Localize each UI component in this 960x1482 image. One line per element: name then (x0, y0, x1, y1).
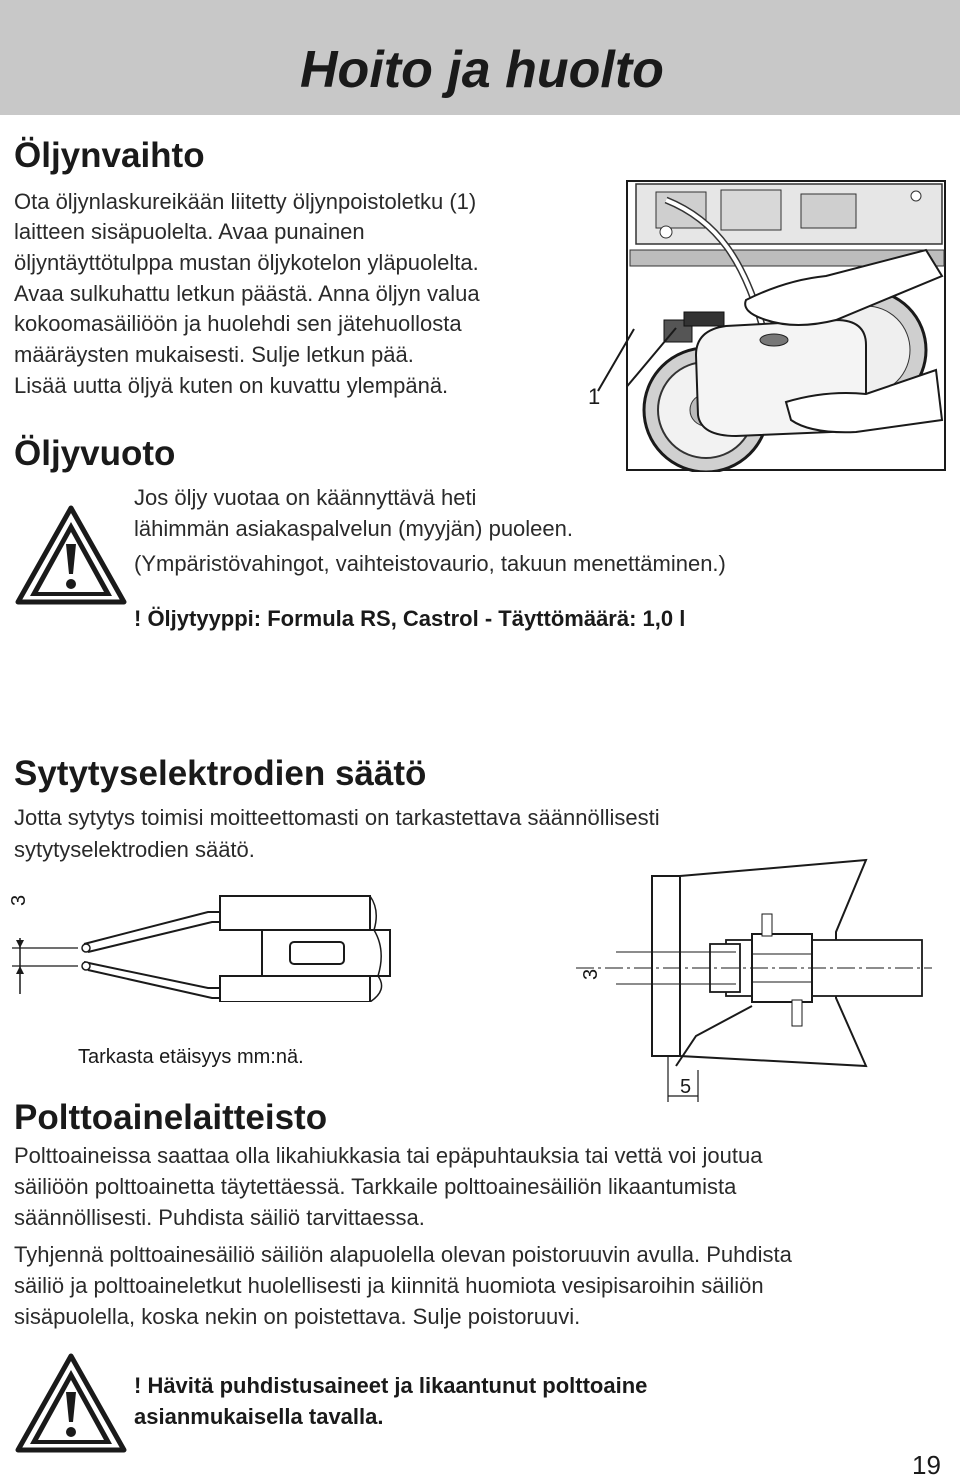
electrode-heading: Sytytyselektrodien säätö (14, 754, 427, 793)
fuel-warning-line: asianmukaisella tavalla. (134, 1404, 384, 1429)
oil-type-note: ! Öljytyyppi: Formula RS, Castrol - Täyttömäärä: 1,0 l (134, 606, 686, 631)
fuel-heading: Polttoainelaitteisto (14, 1098, 328, 1137)
oil-leak-line: Jos öljy vuotaa on käännyttävä heti (134, 485, 477, 510)
oil-change-line: määräysten mukaisesti. Sulje letkun pää. (14, 342, 414, 367)
oil-change-line: Ota öljynlaskureikään liitetty öljynpoistoletku (1) (14, 189, 477, 214)
warning-triangle-icon (14, 504, 128, 606)
oil-drain-illustration (626, 180, 948, 472)
fuel-para2-line: Tyhjennä polttoainesäiliö säiliön alapuolella olevan poistoruuvin avulla. Puhdista (14, 1242, 792, 1267)
oil-change-line: laitteen sisäpuolelta. Avaa punainen (14, 219, 365, 244)
fuel-warning-line: ! Hävitä puhdistusaineet ja likaantunut polttoaine (134, 1373, 648, 1398)
fuel-para1-line: Polttoaineissa saattaa olla likahiukkasia tai epäpuhtauksia tai vettä voi joutua (14, 1143, 763, 1168)
dimension-label-mid: 3 (580, 968, 602, 980)
electrode-line: sytytyselektrodien säätö. (14, 837, 255, 862)
warning-triangle-icon (14, 1352, 128, 1454)
oil-leak-line: lähimmän asiakaspalvelun (myyjän) puoleen. (134, 516, 574, 541)
page-number: 19 (912, 1450, 941, 1480)
fuel-para1-line: säännöllisesti. Puhdista säiliö tarvittaessa. (14, 1205, 425, 1230)
oil-change-line: öljyntäyttötulppa mustan öljykotelon yläpuolelta. (14, 250, 479, 275)
dimension-label-bottom: 5 (680, 1076, 692, 1098)
oil-change-line: Lisää uutta öljyä kuten on kuvattu ylempänä. (14, 373, 449, 398)
oil-change-line: kokoomasäiliöön ja huolehdi sen jätehuollosta (14, 311, 462, 336)
page-title: Hoito ja huolto (300, 41, 664, 99)
fuel-para2-line: sisäpuolella, koska nekin on poistettava. Sulje poistoruuvi. (14, 1304, 581, 1329)
oil-change-heading: Öljynvaihto (14, 136, 205, 175)
burner-head-diagram (576, 856, 932, 1106)
dimension-label-left: 3 (8, 894, 30, 906)
electrode-line: Jotta sytytys toimisi moitteettomasti on tarkastettava säännöllisesti (14, 805, 660, 830)
fuel-para1-line: säiliöön polttoainetta täytettäessä. Tarkkaile polttoainesäiliön likaantumista (14, 1174, 737, 1199)
figure-label-1: 1 (588, 384, 601, 409)
oil-leak-line: (Ympäristövahingot, vaihteistovaurio, takuun menettäminen.) (134, 551, 726, 576)
oil-leak-heading: Öljyvuoto (14, 434, 176, 473)
electrode-gap-diagram (8, 890, 394, 1002)
electrode-caption: Tarkasta etäisyys mm:nä. (78, 1046, 304, 1068)
leader-line (596, 325, 636, 395)
fuel-para2-line: säiliö ja polttoaineletkut huolellisesti ja kiinnitä huomiota vesipisaroihin säiliön (14, 1273, 764, 1298)
oil-change-line: Avaa sulkuhattu letkun päästä. Anna öljyn valua (14, 281, 480, 306)
